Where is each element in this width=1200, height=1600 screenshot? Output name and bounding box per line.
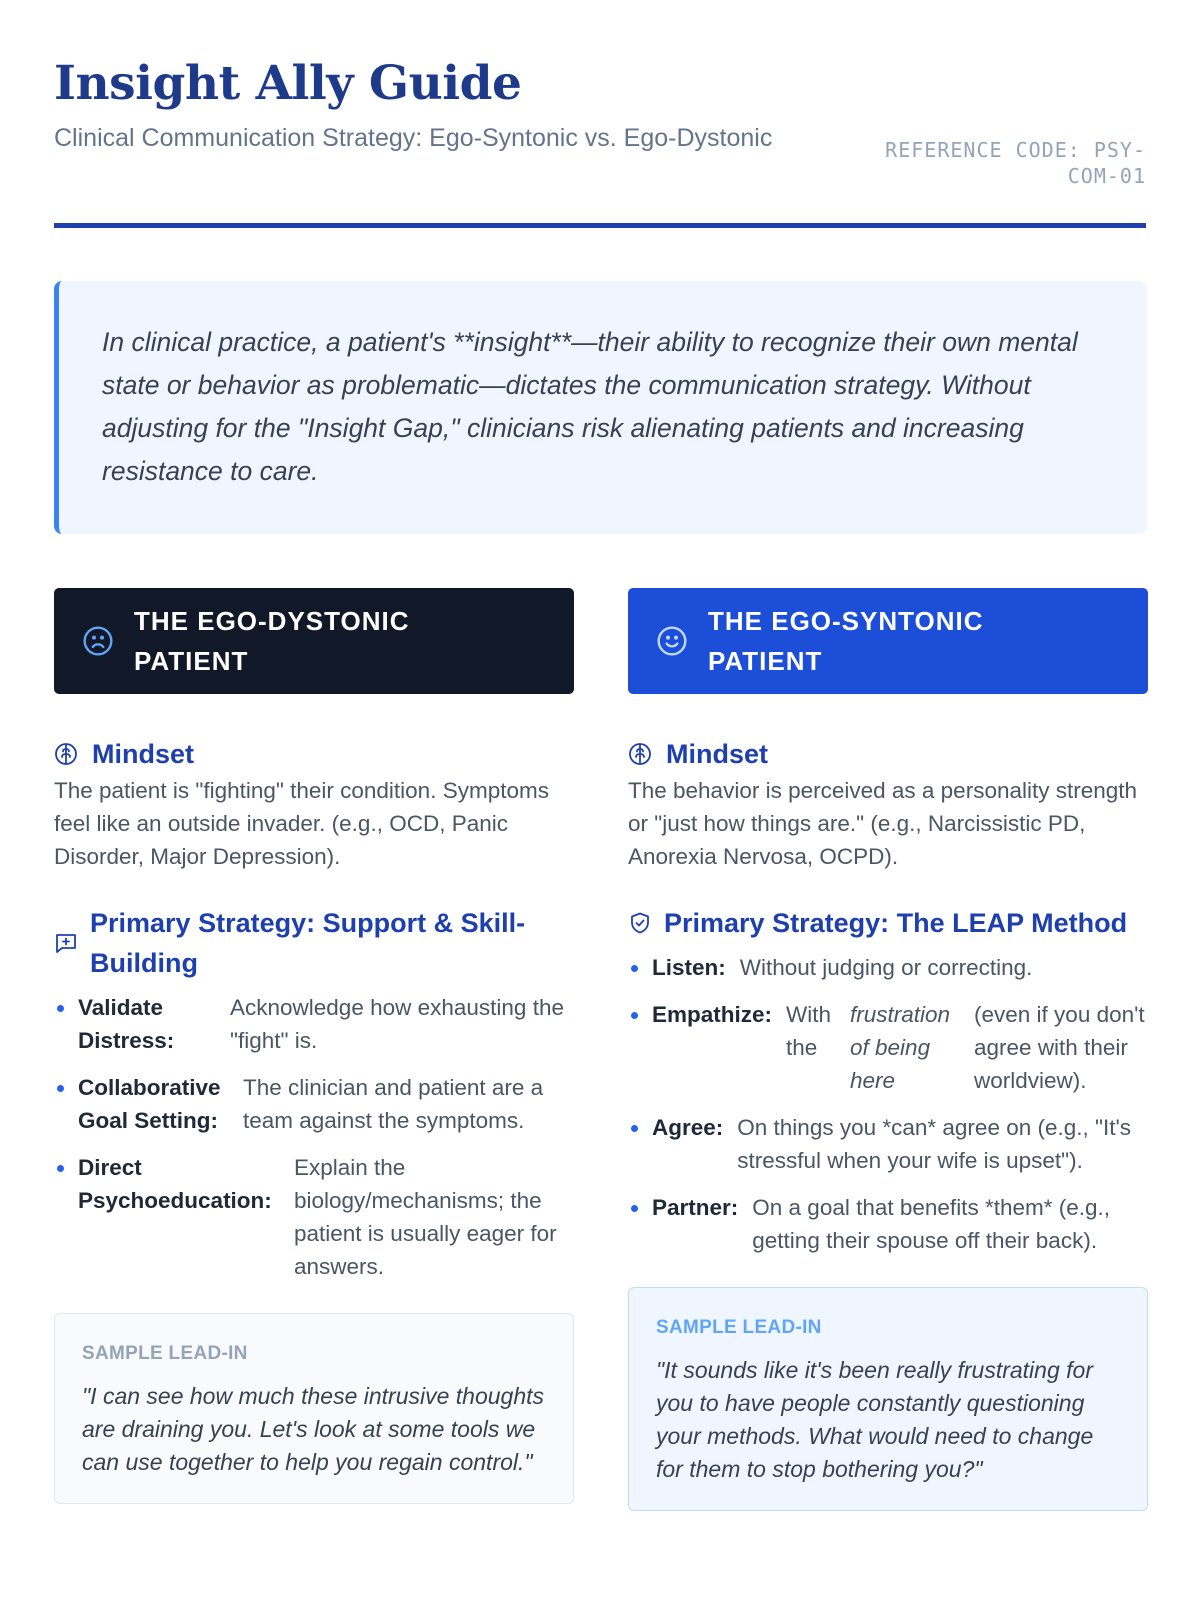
left-strategy-list xyxy=(54,991,574,1283)
left-mindset-title: Mindset xyxy=(92,739,195,769)
ego-dystonic-title: THE EGO-DYSTONIC PATIENT xyxy=(134,606,410,676)
left-sample-lead-in xyxy=(54,1313,574,1504)
list-item xyxy=(628,951,1148,984)
bullet-label: Listen: xyxy=(652,955,726,980)
bullet-label: Empathize: xyxy=(652,1002,773,1027)
frown-face-icon xyxy=(82,625,114,657)
sample-quote: "I can see how much these intrusive thoughts are draining you. Let's look at some tools we can use together to help you regain control." xyxy=(82,1383,545,1475)
page-subtitle: Clinical Communication Strategy: Ego-Syntonic vs. Ego-Dystonic xyxy=(54,124,773,152)
bullet-text: Acknowledge how exhausting the "fight" is. xyxy=(230,995,564,1053)
left-mindset-body: The patient is "fighting" their condition. Symptoms feel like an outside invader. (e.g., OCD, Panic Disorder, Major Depression). xyxy=(54,778,549,869)
list-item xyxy=(54,991,574,1057)
ego-syntonic-title: THE EGO-SYNTONIC PATIENT xyxy=(708,606,984,676)
left-mindset-heading xyxy=(54,738,574,770)
right-sample-lead-in xyxy=(628,1287,1148,1511)
intro-callout xyxy=(54,281,1147,534)
bullet-text: Without judging or correcting. xyxy=(739,955,1033,980)
ego-dystonic-column xyxy=(54,588,574,1504)
bullet-text: With the xyxy=(786,1002,832,1060)
right-strategy-list xyxy=(628,951,1148,1257)
brain-icon xyxy=(54,742,78,766)
bullet-label: Direct Psychoeducation: xyxy=(78,1155,272,1213)
bullet-label: Partner: xyxy=(652,1195,739,1220)
list-item xyxy=(628,998,1148,1097)
right-mindset-heading xyxy=(628,738,1148,770)
list-item xyxy=(54,1151,574,1283)
sample-label: SAMPLE LEAD-IN xyxy=(656,1317,822,1338)
ego-syntonic-column xyxy=(628,588,1148,1511)
sample-quote: "It sounds like it's been really frustrating for you to have people constantly questioning your methods. What would need to change for them to stop bothering you?" xyxy=(656,1357,1094,1482)
bullet-text: On a goal that benefits *them* (e.g., getting their spouse off their back). xyxy=(752,1195,1110,1253)
left-strategy-heading xyxy=(54,903,574,983)
left-strategy-title: Primary Strategy: Support & Skill-Building xyxy=(90,908,526,978)
sample-label: SAMPLE LEAD-IN xyxy=(82,1343,248,1364)
bullet-text: The clinician and patient are a team against the symptoms. xyxy=(243,1075,544,1133)
list-item xyxy=(628,1111,1148,1177)
right-mindset-body: The behavior is perceived as a personality strength or "just how things are." (e.g., Narcissistic PD, Anorexia Nervosa, OCPD). xyxy=(628,778,1138,869)
ego-syntonic-header xyxy=(628,588,1148,694)
message-plus-icon xyxy=(54,931,78,955)
bullet-emphasis: frustration of being here xyxy=(850,1002,951,1093)
bullet-text: (even if you don't agree with their worldview). xyxy=(974,1002,1145,1093)
bullet-text: Explain the biology/mechanisms; the patient is usually eager for answers. xyxy=(294,1155,557,1279)
list-item xyxy=(628,1191,1148,1257)
right-strategy-heading xyxy=(628,903,1148,943)
right-mindset-title: Mindset xyxy=(666,739,769,769)
reference-code: REFERENCE CODE: PSY-COM-01 xyxy=(885,138,1146,188)
smile-face-icon xyxy=(656,625,688,657)
list-item xyxy=(54,1071,574,1137)
bullet-label: Agree: xyxy=(652,1115,724,1140)
brain-icon xyxy=(628,742,652,766)
right-strategy-title: Primary Strategy: The LEAP Method xyxy=(664,908,1128,938)
shield-check-icon xyxy=(628,911,652,935)
page-title: Insight Ally Guide xyxy=(54,56,522,111)
ego-dystonic-header xyxy=(54,588,574,694)
bullet-text: On things you *can* agree on (e.g., "It's stressful when your wife is upset"). xyxy=(737,1115,1132,1173)
page-header xyxy=(54,0,1146,228)
bullet-label: Validate Distress: xyxy=(78,995,175,1053)
bullet-label: Collaborative Goal Setting: xyxy=(78,1075,221,1133)
intro-text: In clinical practice, a patient's **insight**—their ability to recognize their own mental state or behavior as problematic—dictates the communication strategy. Without adjusting for the "Insight Gap," clinicians risk alienating patients and increasing resistance to care. xyxy=(102,327,1078,486)
